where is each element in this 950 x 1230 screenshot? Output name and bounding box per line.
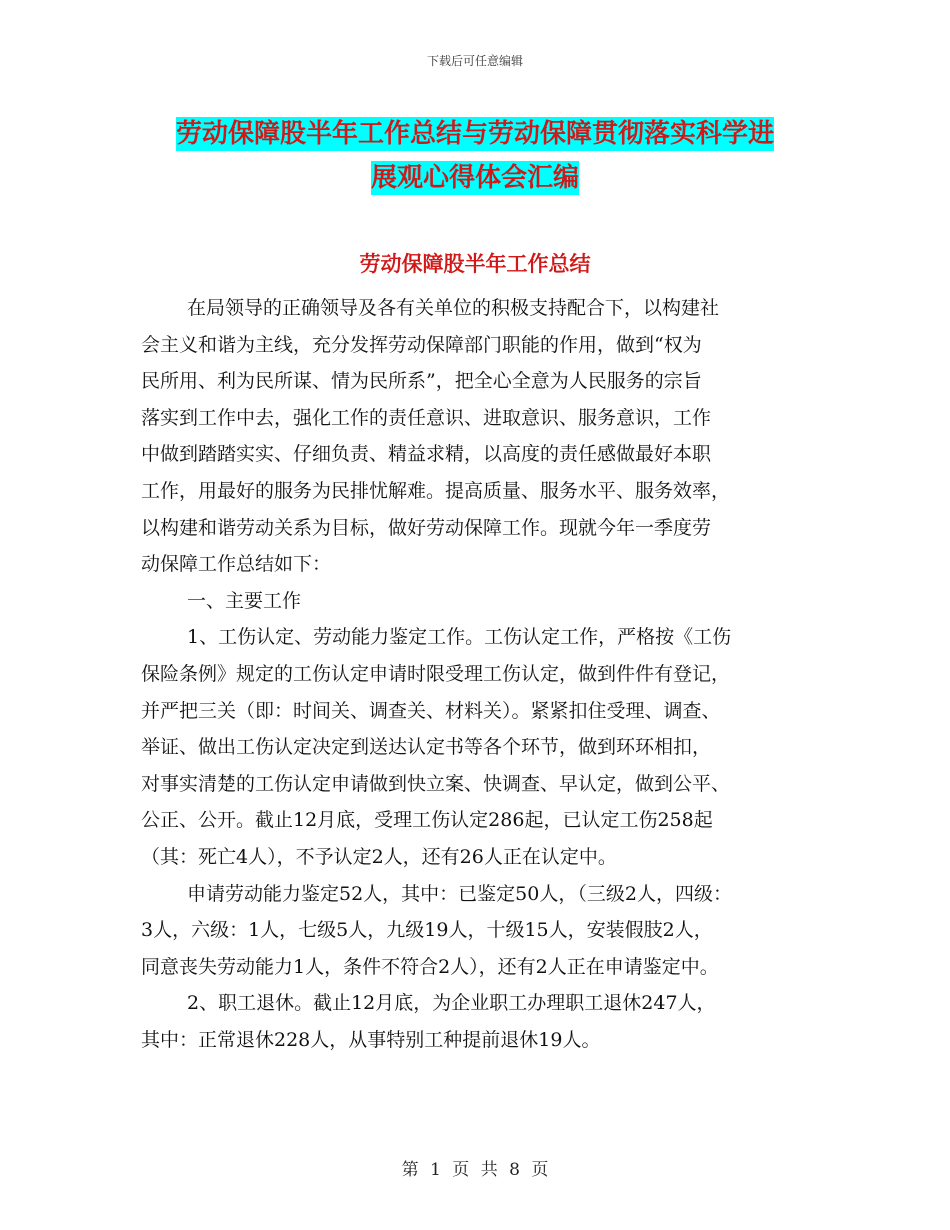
paragraph-line: 同意丧失劳动能力1人，条件不符合2人），还有2人正在申请鉴定中。 xyxy=(141,955,719,978)
paragraph-line: （其：死亡4人），不予认定2人，还有26人正在认定中。 xyxy=(141,845,617,868)
page-footer xyxy=(0,1155,950,1180)
paragraph-line: 1、工伤认定、劳动能力鉴定工作。工伤认定工作，严格按《工伤 xyxy=(187,626,732,649)
paragraph-line: 工作，用最好的服务为民排忧解难。提高质量、服务水平、服务效率， xyxy=(141,479,731,502)
document-title-line-1 xyxy=(140,113,810,150)
title-highlight-1: 劳动保障股半年工作总结与劳动保障贯彻落实科学进 xyxy=(175,119,774,149)
paragraph-line: 2、职工退休。截止12月底，为企业职工办理职工退休247人， xyxy=(187,992,716,1015)
paragraph-line: 民所用、利为民所谋、情为民所系”，把全心全意为人民服务的宗旨 xyxy=(141,370,702,393)
body-text xyxy=(141,290,821,1058)
paragraph-line: 会主义和谐为主线，充分发挥劳动保障部门职能的作用，做到“权为 xyxy=(141,333,702,356)
paragraph-line: 落实到工作中去，强化工作的责任意识、进取意识、服务意识，工作 xyxy=(141,406,712,429)
title-highlight-2: 展观心得体会汇编 xyxy=(370,163,579,193)
paragraph-line: 并严把三关（即：时间关、调查关、材料关）。紧紧扣住受理、调查、 xyxy=(141,699,721,722)
paragraph-line: 3人，六级：1人，七级5人，九级19人，十级15人，安装假肢2人， xyxy=(141,919,713,942)
paragraph-line: 动保障工作总结如下： xyxy=(141,553,332,576)
footer-page-word: 页 xyxy=(452,1160,470,1180)
header-note: 下载后可任意编辑 xyxy=(426,54,523,68)
footer-prefix: 第 xyxy=(401,1160,419,1180)
paragraph-line: 对事实清楚的工伤认定申请做到快立案、快调查、早认定，做到公平、 xyxy=(141,772,731,795)
heading-main-work: 一、主要工作 xyxy=(187,589,302,612)
paragraph-line: 中做到踏踏实实、仔细负责、精益求精，以高度的责任感做最好本职 xyxy=(141,443,712,466)
paragraph-line: 在局领导的正确领导及各有关单位的积极支持配合下，以构建社 xyxy=(187,297,720,319)
paragraph-line: 举证、做出工伤认定决定到送达认定书等各个环节，做到环环相扣， xyxy=(141,736,712,759)
paragraph-line: 保险条例》规定的工伤认定申请时限受理工伤认定，做到件件有登记， xyxy=(141,662,731,685)
paragraph-line: 申请劳动能力鉴定52人，其中：已鉴定50人，（三级2人，四级： xyxy=(187,882,732,905)
paragraph-line: 其中：正常退休228人，从事特别工种提前退休19人。 xyxy=(141,1028,601,1051)
footer-total-word: 共 xyxy=(480,1160,498,1180)
footer-total-pages: 8 xyxy=(509,1160,520,1180)
paragraph-line: 以构建和谐劳动关系为目标，做好劳动保障工作。现就今年一季度劳 xyxy=(141,516,712,539)
footer-current-page: 1 xyxy=(430,1160,441,1180)
document-title-line-2 xyxy=(140,157,810,194)
section-title: 劳动保障股半年工作总结 xyxy=(359,252,591,276)
footer-suffix: 页 xyxy=(531,1160,549,1180)
paragraph-line: 公正、公开。截止12月底，受理工伤认定286起，已认定工伤258起 xyxy=(141,809,713,832)
